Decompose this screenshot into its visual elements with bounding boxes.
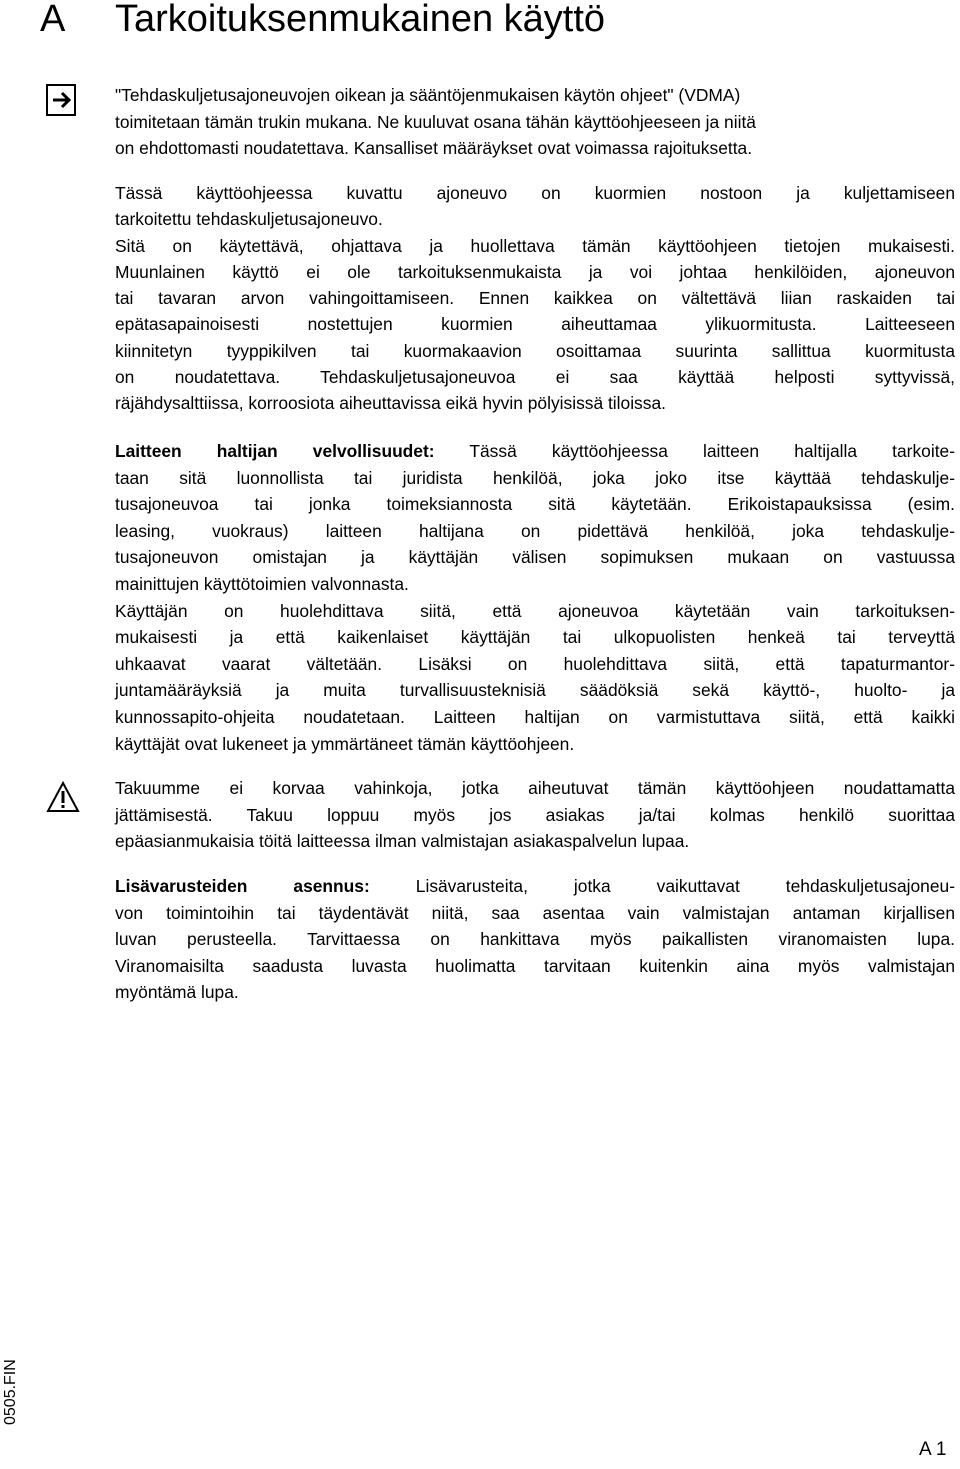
text-line: epätasapainoisesti nostettujen kuormien aiheuttamaa ylikuormitusta. Laitteeseen bbox=[115, 314, 955, 335]
accessories-heading: Lisävarusteiden asennus: bbox=[115, 876, 370, 896]
text-line: Takuumme ei korvaa vahinkoja, jotka aiheutuvat tämän käyttöohjeen noudattamatta bbox=[115, 778, 955, 798]
owner-duties-paragraph bbox=[115, 438, 955, 757]
text-line: tarkoitettu tehdaskuljetusajoneuvo. bbox=[115, 209, 383, 230]
text-line: Tässä käyttöohjeessa kuvattu ajoneuvo on kuormien nostoon ja kuljettamiseen bbox=[115, 183, 955, 203]
text-line: luvan perusteella. Tarvittaessa on hankittava myös paikallisten viranomaisten lupa. bbox=[115, 929, 955, 950]
vdma-note-paragraph bbox=[115, 82, 955, 162]
accessories-paragraph bbox=[115, 873, 955, 1006]
text-line: kiinnitetyn tyyppikilven tai kuormakaavion osoittamaa suurinta sallittua kuormitusta bbox=[115, 340, 955, 361]
text-line: jättämisestä. Takuu loppuu myös jos asiakas ja/tai kolmas henkilö suorittaa bbox=[115, 804, 955, 825]
arrow-right-icon bbox=[46, 84, 76, 116]
text-line: taan sitä luonnollista tai juridista henkilöä, joka joko itse käyttää tehdaskulje- bbox=[115, 467, 955, 488]
text-line: "Tehdaskuljetusajoneuvojen oikean ja sääntöjenmukaisen käytön ohjeet" (VDMA) bbox=[115, 85, 741, 105]
page-number: A 1 bbox=[919, 1439, 947, 1460]
text-line: käyttäjät ovat lukeneet ja ymmärtäneet tämän käyttöohjeen. bbox=[115, 733, 575, 754]
document-code: 0505.FIN bbox=[2, 1359, 19, 1425]
owner-duties-first-line: Tässä käyttöohjeessa laitteen haltijalla tarkoite- bbox=[434, 441, 955, 461]
text-line: uhkaavat vaarat vältetään. Lisäksi on huolehdittava siitä, että tapaturmantor- bbox=[115, 653, 955, 674]
text-line: juntamääräyksiä ja muita turvallisuusteknisiä säädöksiä sekä käyttö-, huolto- ja bbox=[115, 680, 955, 701]
text-line: on noudatettava. Tehdaskuljetusajoneuvoa ei saa käyttää helposti syttyvissä, bbox=[115, 367, 955, 388]
text-line: tusajoneuvon omistajan ja käyttäjän välisen sopimuksen mukaan on vastuussa bbox=[115, 547, 955, 568]
text-line: Käyttäjän on huolehdittava siitä, että ajoneuvoa käytetään vain tarkoituksen- bbox=[115, 600, 955, 621]
intended-use-paragraph bbox=[115, 180, 955, 417]
text-line: von toimintoihin tai täydentävät niitä, saa asentaa vain valmistajan antaman kirjallisen bbox=[115, 902, 955, 923]
text-line: mainittujen käyttötoimien valvonnasta. bbox=[115, 573, 409, 594]
text-line: Muunlainen käyttö ei ole tarkoituksenmukaista ja voi johtaa henkilöiden, ajoneuvon bbox=[115, 261, 955, 282]
text-line: myöntämä lupa. bbox=[115, 982, 239, 1003]
text-line: tai tavaran arvon vahingoittamiseen. Ennen kaikkea on vältettävä liian raskaiden tai bbox=[115, 288, 955, 309]
owner-duties-heading: Laitteen haltijan velvollisuudet: bbox=[115, 441, 435, 461]
accessories-first-line: Lisävarusteita, jotka vaikuttavat tehdaskuljetusajoneu- bbox=[369, 876, 955, 896]
text-line: tusajoneuvoa tai jonka toimeksiannosta sitä käytetään. Erikoistapauksissa (esim. bbox=[115, 494, 955, 515]
text-line: mukaisesti ja että kaikenlaiset käyttäjän tai ulkopuolisten henkeä tai terveyttä bbox=[115, 627, 955, 648]
text-line: kunnossapito-ohjeita noudatetaan. Laitteen haltijan on varmistuttava siitä, että kaikki bbox=[115, 706, 955, 727]
chapter-letter: A bbox=[40, 0, 66, 40]
text-line bbox=[115, 873, 955, 900]
text-line: on ehdottomasti noudatettava. Kansalliset määräykset ovat voimassa rajoituksetta. bbox=[115, 138, 753, 158]
text-line: leasing, vuokraus) laitteen haltijana on pidettävä henkilöä, joka tehdaskulje- bbox=[115, 520, 955, 541]
warranty-paragraph bbox=[115, 775, 955, 855]
page-title: Tarkoituksenmukainen käyttö bbox=[115, 0, 606, 40]
text-line bbox=[115, 438, 955, 465]
text-line: toimitetaan tämän trukin mukana. Ne kuuluvat osana tähän käyttöohjeeseen ja niitä bbox=[115, 111, 756, 132]
text-line: räjähdysalttiissa, korroosiota aiheuttavissa eikä hyvin pölyisissä tiloissa. bbox=[115, 393, 666, 414]
warning-triangle-icon bbox=[46, 781, 80, 813]
text-line: Viranomaisilta saadusta luvasta huolimatta tarvitaan kuitenkin aina myös valmistajan bbox=[115, 955, 955, 976]
text-line: epäasianmukaisia töitä laitteessa ilman valmistajan asiakaspalvelun lupaa. bbox=[115, 831, 690, 851]
text-line: Sitä on käytettävä, ohjattava ja huollettava tämän käyttöohjeen tietojen mukaisesti. bbox=[115, 235, 955, 256]
